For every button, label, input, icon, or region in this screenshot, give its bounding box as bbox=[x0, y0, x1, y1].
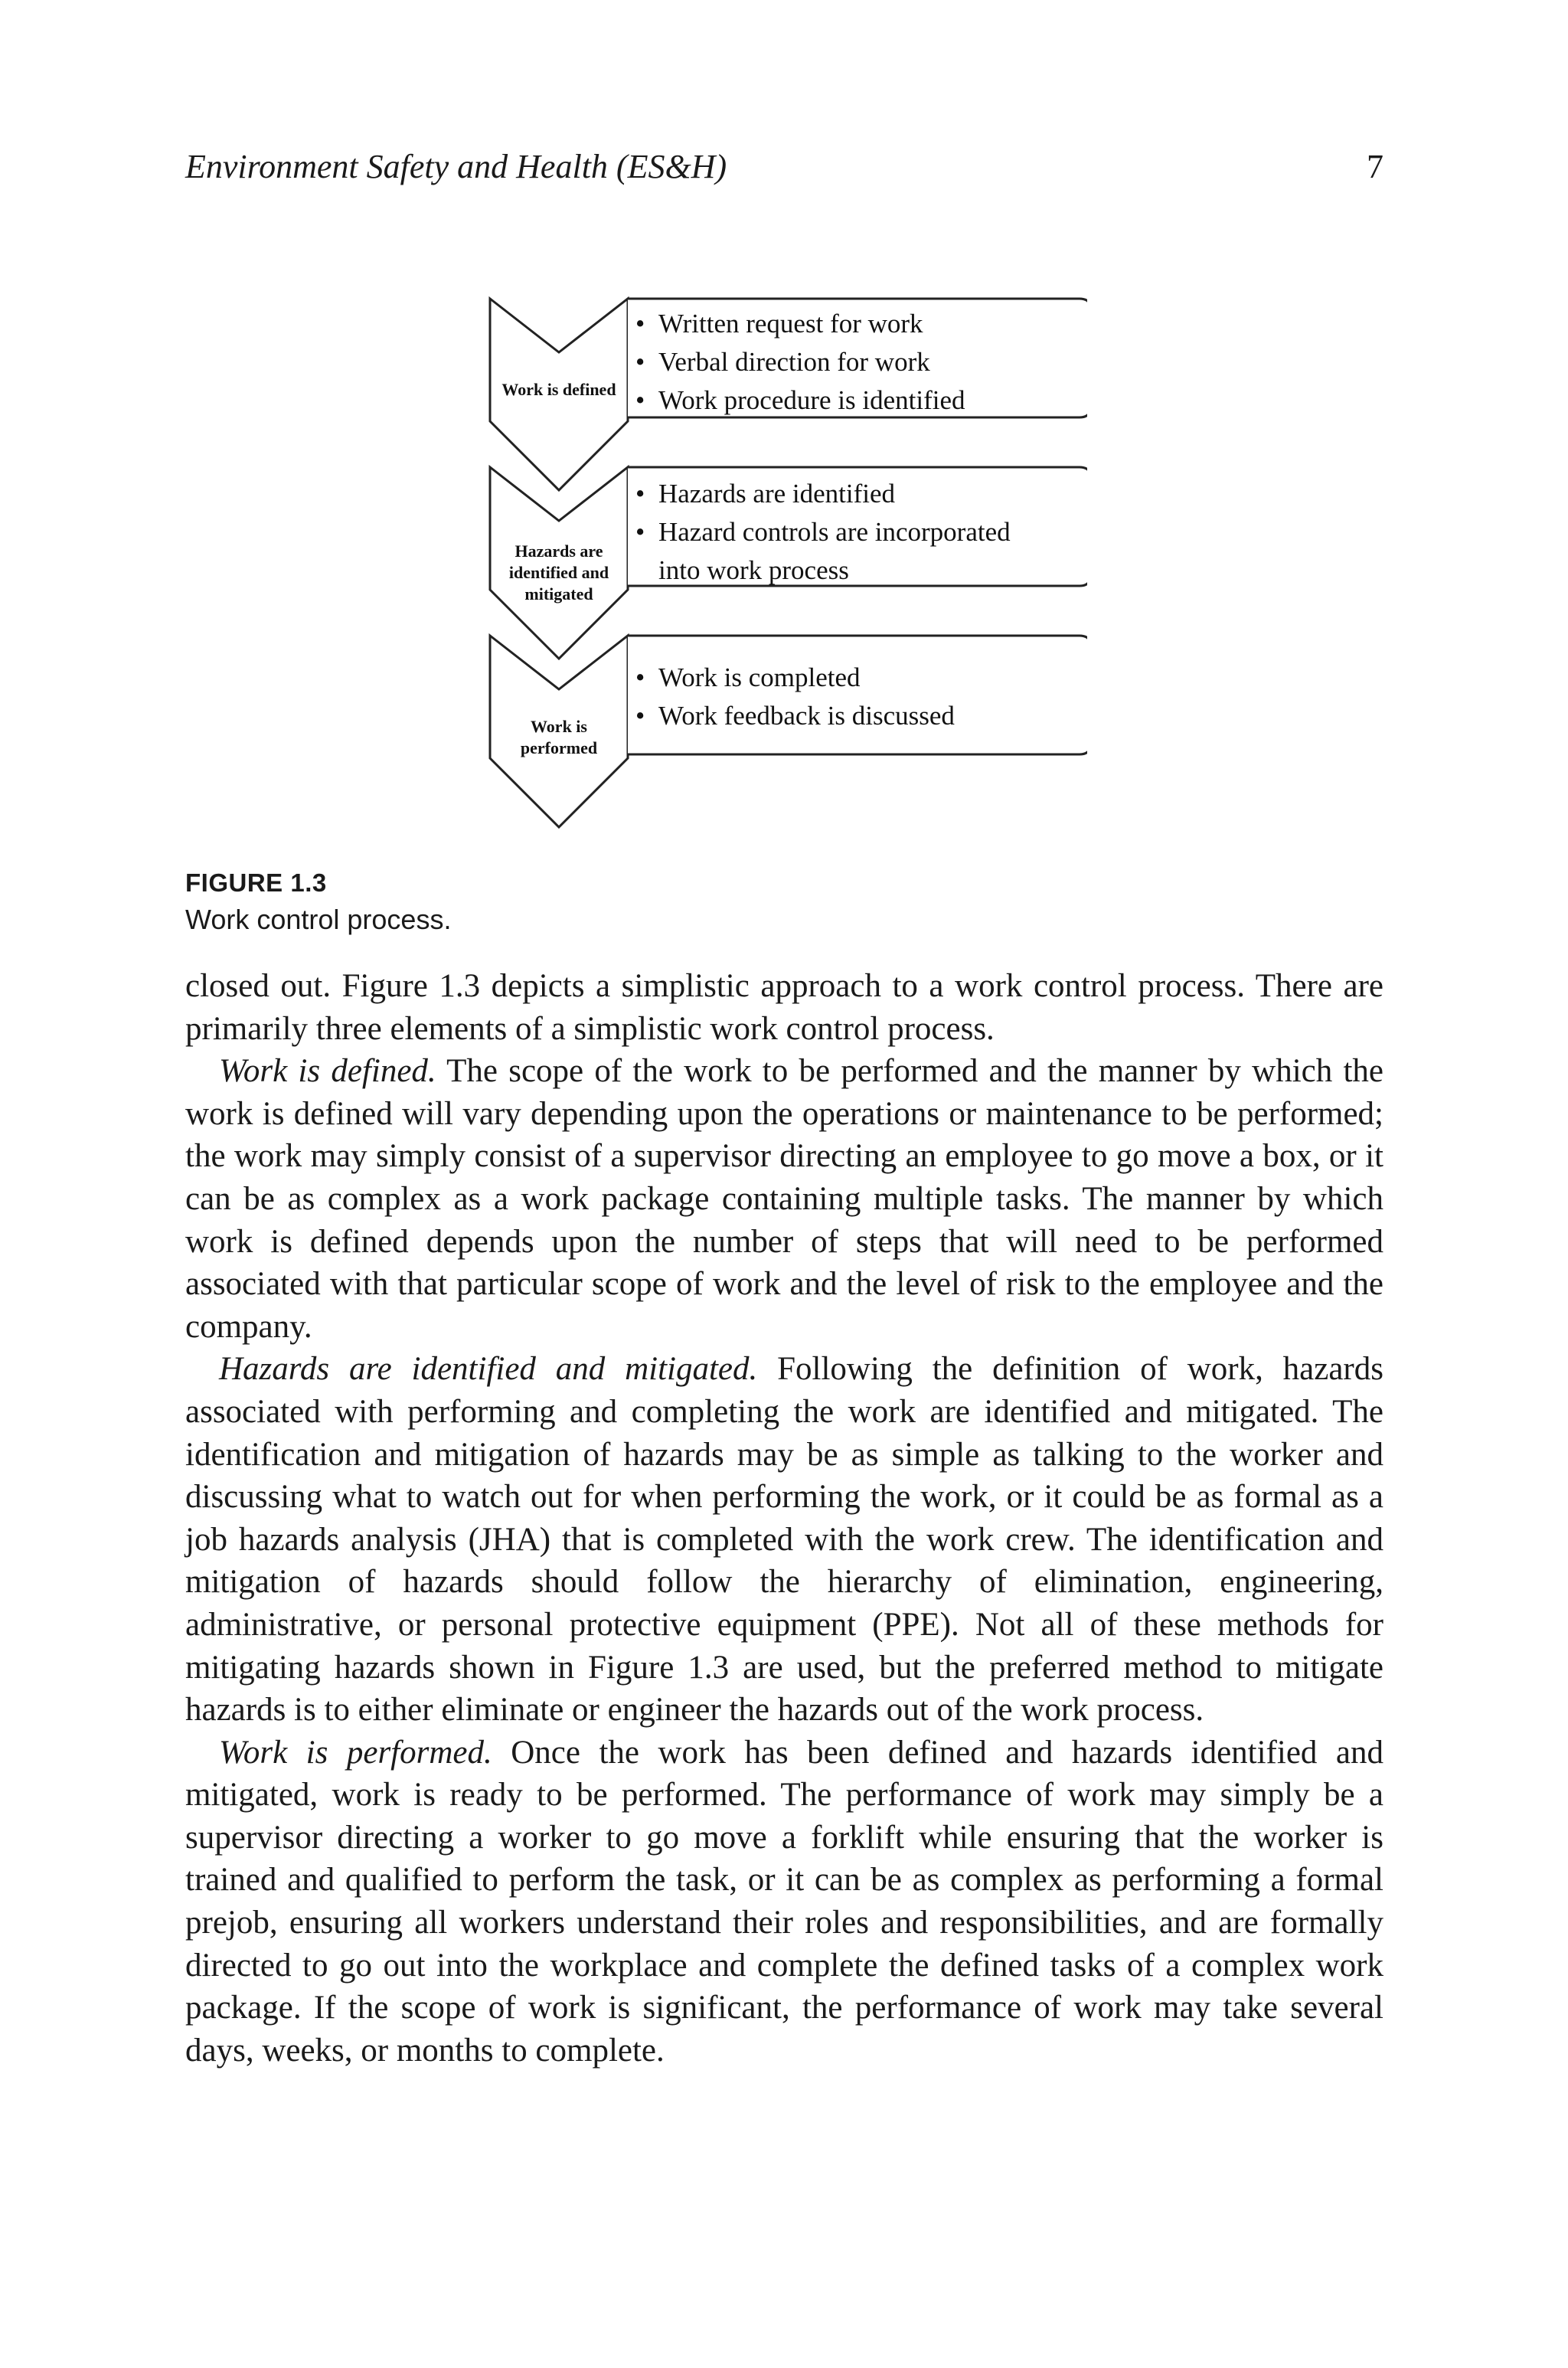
paragraph-2 bbox=[185, 1050, 1383, 1348]
paragraph-4-text: Once the work has been defined and hazards identified and mitigated, work is ready to be performed. The performance of work may simply be a supervisor directing a worker to go move a forklift while ensuring that the worker is trained and qualified to perform the task, or it can be as complex as performing a formal prejob, ensuring all workers understand their roles and responsibilities, and are formally directed to go out into the workplace and complete the defined tasks of a complex work package. If the scope of work is significant, the performance of work may take several days, weeks, or months to complete. bbox=[185, 1734, 1383, 2069]
bullet-item: • Work procedure is identified bbox=[635, 385, 965, 415]
figure-caption-label: FIGURE 1.3 bbox=[185, 868, 327, 897]
bullet-item: • Hazards are identified bbox=[635, 479, 896, 509]
running-title: Environment Safety and Health (ES&H) bbox=[185, 148, 727, 185]
bullet-item: • Work feedback is discussed bbox=[635, 701, 955, 731]
bullet-item: • Verbal direction for work bbox=[635, 347, 930, 377]
running-head bbox=[185, 144, 1383, 190]
step-1-label: Work is defined bbox=[501, 380, 616, 399]
body-text bbox=[185, 965, 1383, 2072]
paragraph-4 bbox=[185, 1732, 1383, 2072]
step-1-bullets bbox=[635, 305, 965, 420]
paragraph-3 bbox=[185, 1348, 1383, 1731]
bullet-item: • Hazard controls are incorporated bbox=[635, 517, 1011, 547]
paragraph-2-runin: Work is defined. bbox=[219, 1053, 436, 1090]
paragraph-2-text: The scope of the work to be performed and the manner by which the work is defined will vary depending upon the operations or maintenance to be performed; the work may simply consist of a supervisor directing an employee to go move a box, or it can be as complex as a work package containing multiple tasks. The manner by which work is defined depends upon the number of steps that will need to be performed associated with that particular scope of work and the level of risk to the employee and the company. bbox=[185, 1053, 1384, 1345]
bullet-item-continuation: into work process bbox=[658, 555, 849, 585]
bullet-item: • Written request for work bbox=[635, 309, 923, 339]
paragraph-4-runin: Work is performed. bbox=[219, 1734, 492, 1771]
figure-caption bbox=[185, 865, 1383, 939]
page-number: 7 bbox=[1367, 148, 1383, 185]
step-3-bullets bbox=[635, 659, 955, 735]
step-3-label: Work is performed bbox=[520, 717, 598, 757]
paragraph-3-runin: Hazards are identified and mitigated. bbox=[219, 1351, 758, 1388]
step-2-label: Hazards are identified and mitigated bbox=[508, 541, 609, 603]
figure-work-control-process bbox=[475, 291, 1087, 842]
bullet-item: • Work is completed bbox=[635, 662, 861, 692]
step-2-bullets bbox=[635, 475, 1011, 590]
figure-caption-text: Work control process. bbox=[185, 904, 452, 935]
paragraph-1: closed out. Figure 1.3 depicts a simplistic approach to a work control process. There are primarily three elements of a simplistic work control process. bbox=[185, 968, 1383, 1047]
paragraph-3-text: Following the definition of work, hazards associated with performing and completing the work are identified and mitigated. The identification and mitigation of hazards may be as simple as talking to the worker and discussing what to watch out for when performing the work, or it could be as formal as a job hazards analysis (JHA) that is completed with the work crew. The identification and mitigation of hazards should follow the hierarchy of elimination, engineering, administrative, or personal protective equipment (PPE). Not all of these methods for mitigating hazards shown in Figure 1.3 are used, but the preferred method to mitigate hazards is to either eliminate or engineer the hazards out of the work process. bbox=[185, 1351, 1383, 1729]
